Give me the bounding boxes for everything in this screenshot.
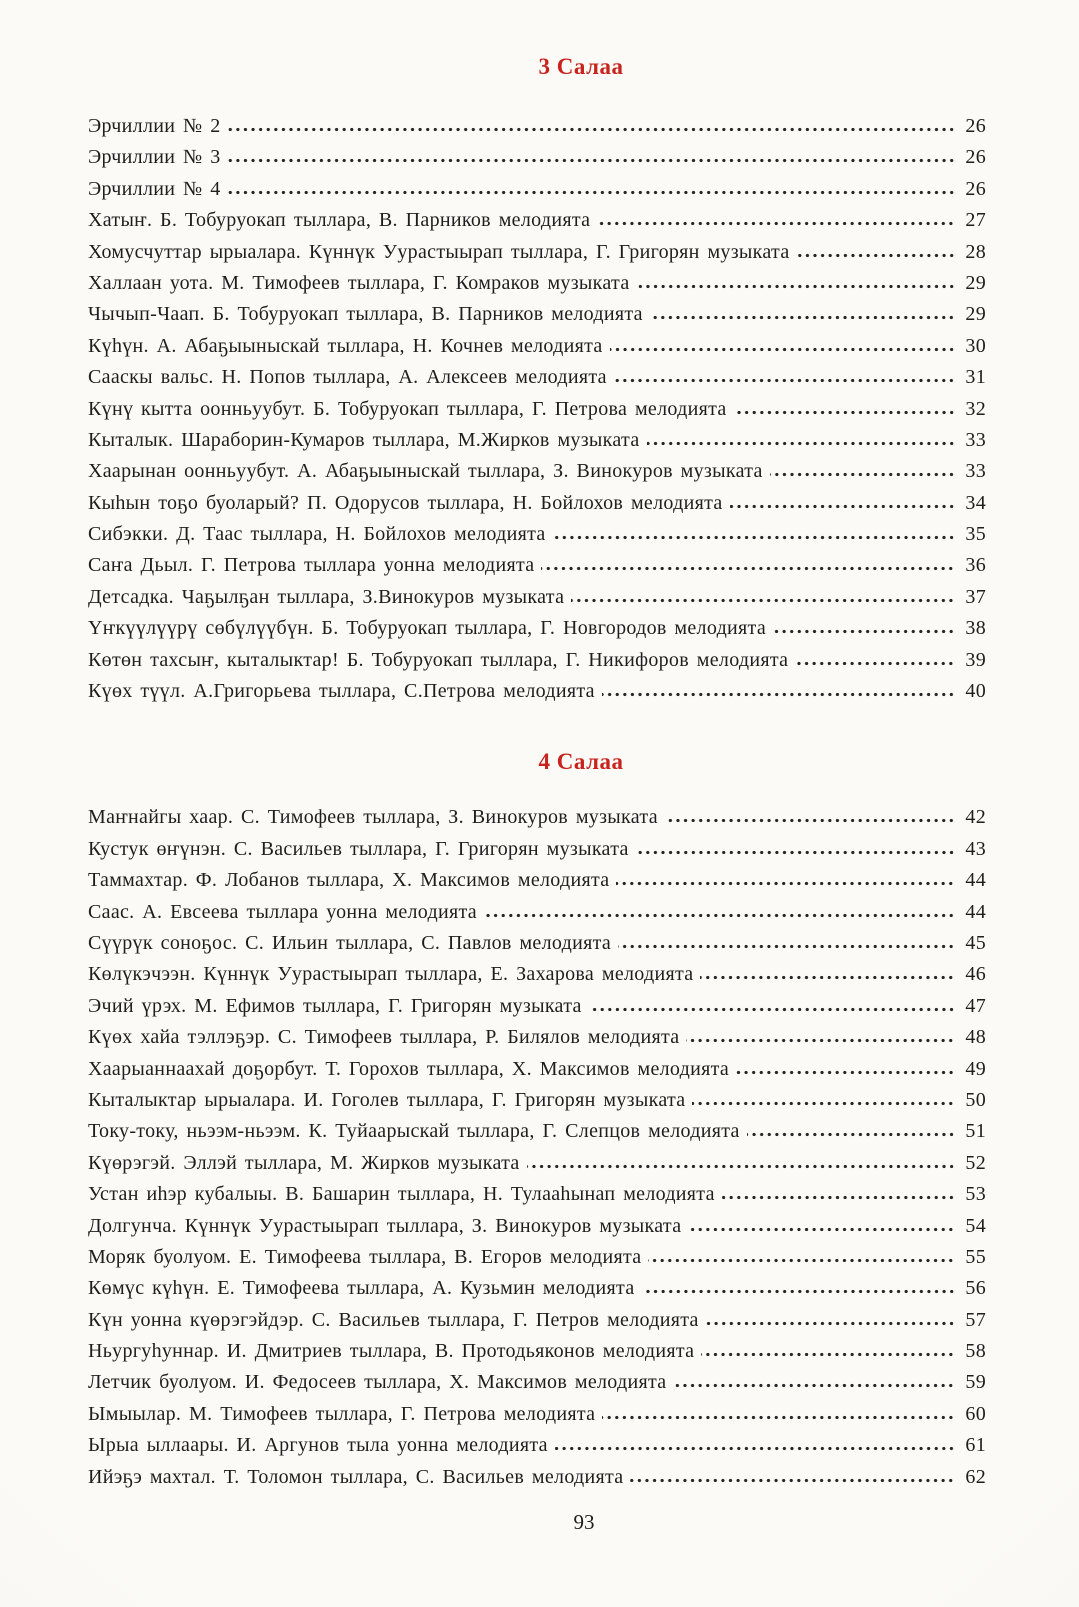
- toc-entry-page-number: 59: [965, 1371, 986, 1394]
- toc-entry-title: Току-току, ньээм-ньээм. К. Туйаарыскай тыллара, Г. Слепцов мелодията: [88, 1120, 740, 1143]
- toc-entry: [88, 928, 986, 959]
- dot-leader: [773, 629, 955, 634]
- toc-entry-page-number: 29: [965, 303, 986, 326]
- toc-entry: [88, 1116, 986, 1147]
- dot-leader: [553, 535, 955, 540]
- toc-entry: [88, 1148, 986, 1179]
- toc-entry: [88, 111, 986, 142]
- toc-entry-title: Хатыҥ. Б. Тобуруокап тыллара, В. Парников мелодията: [88, 209, 591, 232]
- dot-leader: [650, 315, 955, 320]
- toc-entry: [88, 1242, 986, 1273]
- dot-leader: [688, 1227, 955, 1232]
- toc-entry-page-number: 42: [965, 806, 986, 829]
- toc-entry-page-number: 60: [965, 1402, 986, 1425]
- dot-leader: [555, 1446, 955, 1451]
- toc-entry: [88, 582, 986, 613]
- dot-leader: [602, 1415, 955, 1420]
- toc-section-3: [88, 52, 986, 707]
- dot-leader: [797, 253, 955, 258]
- toc-entry-title: Үҥкүүлүүрү сөбүлүүбүн. Б. Тобуруокап тыллара, Г. Новгородов мелодията: [88, 617, 767, 640]
- dot-leader: [618, 944, 955, 949]
- toc-entry: [88, 1336, 986, 1367]
- dot-leader: [673, 1383, 955, 1388]
- toc-entry-title: Таммахтар. Ф. Лобанов тыллара, Х. Максимов мелодията: [88, 869, 610, 892]
- toc-entry: [88, 394, 986, 425]
- toc-entry: [88, 1462, 986, 1493]
- toc-entry: [88, 488, 986, 519]
- dot-leader: [228, 158, 955, 163]
- toc-entry: [88, 550, 986, 581]
- toc-entry-page-number: 36: [965, 554, 986, 577]
- dot-leader: [589, 1007, 955, 1012]
- toc-entry: [88, 268, 986, 299]
- dot-leader: [597, 221, 955, 226]
- toc-entry-title: Устан иһэр кубалыы. В. Башарин тыллара, Н. Тулааһынап мелодията: [88, 1183, 715, 1206]
- dot-leader: [527, 1164, 955, 1169]
- dot-leader: [630, 1478, 955, 1483]
- dot-leader: [642, 1289, 956, 1294]
- toc-entry-page-number: 44: [965, 869, 986, 892]
- toc-entry-page-number: 61: [965, 1434, 986, 1457]
- toc-entry-page-number: 55: [965, 1245, 986, 1268]
- toc-entry-page-number: 33: [965, 460, 986, 483]
- section-heading: 3 Салаа: [538, 54, 624, 79]
- toc-entry-title: Саҥа Дьыл. Г. Петрова тыллара уонна мелодията: [88, 554, 535, 577]
- toc-entry-page-number: 38: [965, 617, 986, 640]
- dot-leader: [770, 472, 955, 477]
- dot-leader: [602, 692, 955, 697]
- toc-entry: [88, 1273, 986, 1304]
- toc-entry-title: Көлүкэчээн. Күннүк Уурастыырап тыллара, Е. Захарова мелодията: [88, 963, 694, 986]
- toc-entry-title: Сибэкки. Д. Таас тыллара, Н. Бойлохов мелодията: [88, 523, 546, 546]
- dot-leader: [747, 1132, 955, 1137]
- dot-leader: [616, 881, 955, 886]
- toc-entry: [88, 237, 986, 268]
- toc-entry-page-number: 44: [965, 900, 986, 923]
- toc-entry-page-number: 27: [965, 209, 986, 232]
- toc-entry: [88, 299, 986, 330]
- toc-entry: [88, 959, 986, 990]
- toc-entry-title: Долгунча. Күннүк Уурастыырап тыллара, З. Винокуров музыката: [88, 1214, 682, 1237]
- dot-leader: [228, 127, 955, 132]
- dot-leader: [228, 190, 955, 195]
- dot-leader: [636, 850, 955, 855]
- toc-entry: [88, 645, 986, 676]
- toc-section-4: [88, 747, 986, 1493]
- toc-entry-title: Кыталык. Шараборин-Кумаров тыллара, М.Жирков музыката: [88, 428, 640, 451]
- toc-entry-title: Көтөн тахсыҥ, кыталыктар! Б. Тобуруокап тыллара, Г. Никифоров мелодията: [88, 648, 789, 671]
- toc-entry-page-number: 52: [965, 1151, 986, 1174]
- toc-entry-title: Хаарынан оонньуубут. А. Абаҕыыныскай тыллара, З. Винокуров музыката: [88, 460, 763, 483]
- toc-entry-title: Эрчиллии № 3: [88, 146, 221, 169]
- toc-entry: [88, 865, 986, 896]
- toc-entry-page-number: 49: [965, 1057, 986, 1080]
- dot-leader: [647, 441, 955, 446]
- toc-entry: [88, 519, 986, 550]
- toc-entry-page-number: 33: [965, 428, 986, 451]
- dot-leader: [571, 598, 955, 603]
- dot-leader: [686, 1038, 955, 1043]
- toc-entry-title: Күөрэгэй. Эллэй тыллара, М. Жирков музыката: [88, 1151, 520, 1174]
- toc-entry: [88, 362, 986, 393]
- toc-entry-page-number: 48: [965, 1026, 986, 1049]
- toc-entry-title: Күһүн. А. Абаҕыыныскай тыллара, Н. Кочнев мелодията: [88, 334, 603, 357]
- toc-entry-page-number: 57: [965, 1308, 986, 1331]
- dot-leader: [795, 661, 955, 666]
- toc-entry-list: [88, 802, 986, 1493]
- toc-entry-page-number: 32: [965, 397, 986, 420]
- toc-entry: [88, 676, 986, 707]
- toc-entry: [88, 1430, 986, 1461]
- toc-entry-page-number: 39: [965, 648, 986, 671]
- toc-entry-title: Саас. А. Евсеева тыллара уонна мелодията: [88, 900, 477, 923]
- toc-entry-page-number: 35: [965, 523, 986, 546]
- dot-leader: [665, 818, 955, 823]
- toc-entry-page-number: 29: [965, 271, 986, 294]
- toc-entry-page-number: 34: [965, 491, 986, 514]
- toc-entry-page-number: 62: [965, 1465, 986, 1488]
- toc-entry-title: Кыһын тоҕо буоларый? П. Одорусов тыллара, Н. Бойлохов мелодията: [88, 491, 723, 514]
- toc-entry-page-number: 37: [965, 585, 986, 608]
- dot-leader: [701, 1352, 955, 1357]
- dot-leader: [706, 1321, 955, 1326]
- toc-entry-page-number: 28: [965, 240, 986, 263]
- toc-entry-title: Күн уонна күөрэгэйдэр. С. Васильев тыллара, Г. Петров мелодията: [88, 1308, 699, 1331]
- toc-entry: [88, 613, 986, 644]
- dot-leader: [730, 504, 955, 509]
- toc-entry-title: Халлаан уота. М. Тимофеев тыллара, Г. Комраков музыката: [88, 271, 630, 294]
- toc-entry: [88, 897, 986, 928]
- toc-entry-title: Чычып-Чаап. Б. Тобуруокап тыллара, В. Парников мелодията: [88, 303, 643, 326]
- dot-leader: [610, 347, 955, 352]
- toc-entry-page-number: 56: [965, 1277, 986, 1300]
- toc-entry-page-number: 45: [965, 931, 986, 954]
- toc-entry-page-number: 47: [965, 994, 986, 1017]
- toc-entry-page-number: 46: [965, 963, 986, 986]
- toc-entry: [88, 142, 986, 173]
- dot-leader: [736, 1070, 955, 1075]
- toc-entry: [88, 1179, 986, 1210]
- toc-entry-title: Ымыылар. М. Тимофеев тыллара, Г. Петрова мелодията: [88, 1402, 596, 1425]
- toc-entry-title: Летчик буолуом. И. Федосеев тыллара, Х. Максимов мелодията: [88, 1371, 667, 1394]
- toc-entry-title: Эрчиллии № 2: [88, 115, 221, 137]
- dot-leader: [637, 284, 956, 289]
- toc-entry-page-number: 50: [965, 1088, 986, 1111]
- dot-leader: [541, 566, 955, 571]
- toc-entry-page-number: 26: [965, 115, 986, 137]
- toc-entry: [88, 1399, 986, 1430]
- toc-entry-page-number: 54: [965, 1214, 986, 1237]
- toc-entry-page-number: 58: [965, 1340, 986, 1363]
- toc-entry-page-number: 26: [965, 146, 986, 169]
- toc-entry: [88, 1367, 986, 1398]
- toc-entry-title: Кыталыктар ырыалара. И. Гоголев тыллара, Г. Григорян музыката: [88, 1088, 686, 1111]
- toc-entry-page-number: 30: [965, 334, 986, 357]
- toc-entry-title: Хомусчуттар ырыалара. Күннүк Уурастыырап тыллара, Г. Григорян музыката: [88, 240, 790, 263]
- toc-entry: [88, 1054, 986, 1085]
- toc-entry-title: Кустук өҥүнэн. С. Васильев тыллара, Г. Григорян музыката: [88, 837, 629, 860]
- toc-entry: [88, 834, 986, 865]
- toc-entry-title: Ырыа ыллаары. И. Аргунов тыла уонна мелодията: [88, 1434, 548, 1457]
- toc-entry: [88, 205, 986, 236]
- toc-entry-title: Көмүс күһүн. Е. Тимофеева тыллара, А. Кузьмин мелодията: [88, 1277, 635, 1300]
- page-number: 93: [573, 1510, 595, 1535]
- toc-entry-title: Сүүрүк соноҕос. С. Ильин тыллара, С. Павлов мелодията: [88, 931, 612, 954]
- dot-leader: [722, 1195, 955, 1200]
- toc-entry: [88, 1211, 986, 1242]
- toc-entry-page-number: 31: [965, 366, 986, 389]
- toc-entry-title: Ийэҕэ махтал. Т. Толомон тыллара, С. Васильев мелодията: [88, 1465, 624, 1488]
- toc-entry-title: Хаарыаннаахай доҕорбут. Т. Горохов тыллара, Х. Максимов мелодията: [88, 1057, 730, 1080]
- toc-entry-title: Сааскы вальс. Н. Попов тыллара, А. Алексеев мелодията: [88, 366, 607, 389]
- dot-leader: [484, 913, 955, 918]
- dot-leader: [734, 410, 955, 415]
- toc-entry-page-number: 43: [965, 837, 986, 860]
- toc-entry: [88, 331, 986, 362]
- dot-leader: [700, 975, 955, 980]
- toc-entry-title: Күөх түүл. А.Григорьева тыллара, С.Петрова мелодията: [88, 680, 595, 703]
- toc-entry: [88, 174, 986, 205]
- toc-entry: [88, 802, 986, 833]
- section-heading: 4 Салаа: [538, 749, 624, 775]
- toc-entry-title: Күөх хайа тэллэҕэр. С. Тимофеев тыллара, Р. Билялов мелодията: [88, 1026, 680, 1049]
- dot-leader: [648, 1258, 955, 1263]
- toc-entry-page-number: 26: [965, 177, 986, 200]
- toc-entry-page-number: 51: [965, 1120, 986, 1143]
- toc-entry: [88, 1085, 986, 1116]
- toc-entry-title: Эрчиллии № 4: [88, 177, 221, 200]
- toc-entry: [88, 1022, 986, 1053]
- dot-leader: [614, 378, 955, 383]
- toc-entry-page-number: 53: [965, 1183, 986, 1206]
- toc-entry-title: Ньургуһуннар. И. Дмитриев тыллара, В. Протодьяконов мелодията: [88, 1340, 695, 1363]
- dot-leader: [692, 1101, 955, 1106]
- toc-entry-title: Моряк буолуом. Е. Тимофеева тыллара, В. Егоров мелодията: [88, 1245, 642, 1268]
- toc-entry-list: [88, 111, 986, 707]
- toc-entry-title: Күнү кытта оонньуубут. Б. Тобуруокап тыллара, Г. Петрова мелодията: [88, 397, 727, 420]
- toc-entry-title: Эчий үрэх. М. Ефимов тыллара, Г. Григорян музыката: [88, 994, 582, 1017]
- toc-entry: [88, 425, 986, 456]
- toc-entry: [88, 456, 986, 487]
- toc-entry-page-number: 40: [965, 680, 986, 703]
- toc-entry: [88, 991, 986, 1022]
- toc-entry-title: Детсадка. Чаҕылҕан тыллара, З.Винокуров музыката: [88, 585, 565, 608]
- toc-entry-title: Маҥнайгы хаар. С. Тимофеев тыллара, З. Винокуров музыката: [88, 806, 658, 829]
- toc-entry: [88, 1305, 986, 1336]
